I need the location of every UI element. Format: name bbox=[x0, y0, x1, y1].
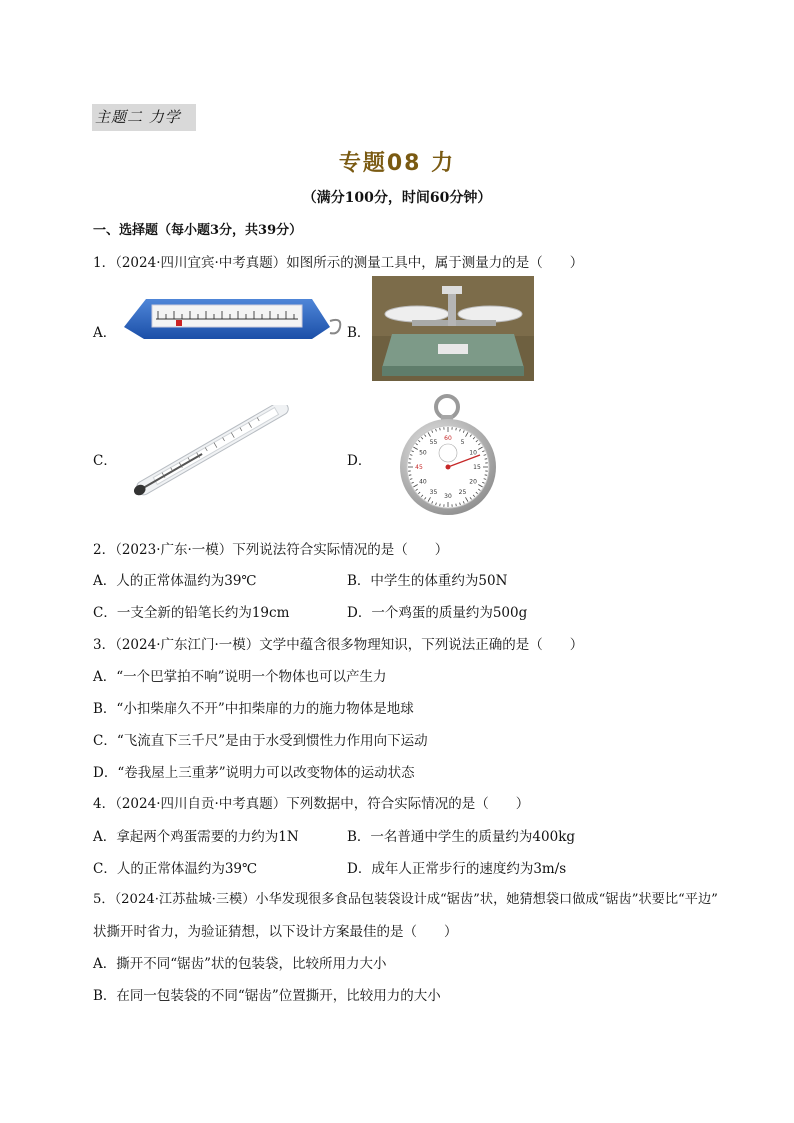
q2-option-b: B．中学生的体重约为50N bbox=[347, 573, 508, 589]
option-b-label: B． bbox=[347, 325, 371, 341]
question-5-stem-line2: 状撕开时省力，为验证猜想，以下设计方案最佳的是（ ） bbox=[93, 924, 458, 940]
q4-option-c: C．人的正常体温约为39℃ bbox=[93, 861, 258, 877]
stopwatch-number: 30 bbox=[444, 493, 452, 500]
stopwatch-number: 55 bbox=[429, 438, 438, 446]
q4-option-d: D．成年人正常步行的速度约为3m/s bbox=[347, 861, 567, 877]
option-a-label: A． bbox=[93, 325, 117, 341]
stopwatch-number: 15 bbox=[473, 464, 481, 471]
stopwatch-tick bbox=[409, 459, 411, 460]
q3-option-b: B．“小扣柴扉久不开”中扣柴扉的力的施力物体是地球 bbox=[93, 701, 414, 717]
question-3-stem: 3．（2024·广东江门·一模）文学中蕴含很多物理知识，下列说法正确的是（ ） bbox=[93, 637, 584, 653]
stopwatch-number: 5 bbox=[460, 438, 465, 446]
stopwatch-number: 10 bbox=[469, 449, 477, 457]
stopwatch-tick bbox=[456, 504, 457, 506]
question-5-stem-line1: 5．（2024·江苏盐城·三模）小华发现很多食品包装袋设计成“锯齿”状，她猜想袋口做成“锯齿”状要比“平边” bbox=[93, 892, 718, 907]
page-subtitle: （满分100分，时间60分钟） bbox=[302, 190, 492, 206]
thermometer-image bbox=[128, 405, 290, 500]
stopwatch-image bbox=[398, 393, 498, 518]
q4-option-b: B．一名普通中学生的质量约为400kg bbox=[347, 829, 576, 845]
q3-option-c: C．“飞流直下三千尺”是由于水受到惯性力作用向下运动 bbox=[93, 733, 428, 749]
q3-option-d: D．“卷我屋上三重茅”说明力可以改变物体的运动状态 bbox=[93, 765, 415, 781]
question-4-stem: 4．（2024·四川自贡·中考真题）下列数据中，符合实际情况的是（ ） bbox=[93, 796, 530, 812]
balance-scale-image bbox=[372, 276, 534, 381]
stopwatch-number: 35 bbox=[429, 489, 438, 497]
question-2-stem: 2．（2023·广东·一模）下列说法符合实际情况的是（ ） bbox=[93, 542, 449, 558]
q2-option-d: D．一个鸡蛋的质量约为500g bbox=[347, 605, 528, 621]
topic-tag: 主题二 力学 bbox=[92, 104, 196, 131]
question-1-stem: 1．（2024·四川宜宾·中考真题）如图所示的测量工具中，属于测量力的是（ ） bbox=[93, 255, 584, 271]
page-title: 专题08 力 bbox=[338, 151, 456, 176]
q4-option-a: A．拿起两个鸡蛋需要的力约为1N bbox=[93, 829, 299, 845]
q5-option-b: B．在同一包装袋的不同“锯齿”位置撕开，比较用力的大小 bbox=[93, 988, 441, 1004]
section-heading: 一、选择题（每小题3分，共39分） bbox=[93, 223, 303, 238]
q5-option-a: A．撕开不同“锯齿”状的包装袋，比较所用力大小 bbox=[93, 956, 387, 972]
option-d-label: D． bbox=[347, 453, 372, 469]
spring-scale-image bbox=[116, 293, 346, 345]
stopwatch-number: 40 bbox=[419, 478, 427, 486]
q2-option-c: C．一支全新的铅笔长约为19cm bbox=[93, 605, 290, 621]
q2-option-a: A．人的正常体温约为39℃ bbox=[93, 573, 257, 589]
stopwatch-number: 45 bbox=[415, 464, 423, 471]
option-c-label: C． bbox=[93, 453, 117, 469]
stopwatch-number: 20 bbox=[469, 478, 477, 486]
stopwatch-tick bbox=[440, 504, 441, 506]
stopwatch-number: 60 bbox=[444, 435, 452, 442]
stopwatch-number: 50 bbox=[419, 449, 427, 457]
stopwatch-tick bbox=[485, 475, 487, 476]
stopwatch-tick bbox=[440, 428, 441, 430]
stopwatch-tick bbox=[456, 428, 457, 430]
stopwatch-number: 25 bbox=[458, 489, 467, 497]
stopwatch-tick bbox=[409, 475, 411, 476]
q3-option-a: A．“一个巴掌拍不响”说明一个物体也可以产生力 bbox=[93, 669, 387, 685]
stopwatch-tick bbox=[485, 459, 487, 460]
